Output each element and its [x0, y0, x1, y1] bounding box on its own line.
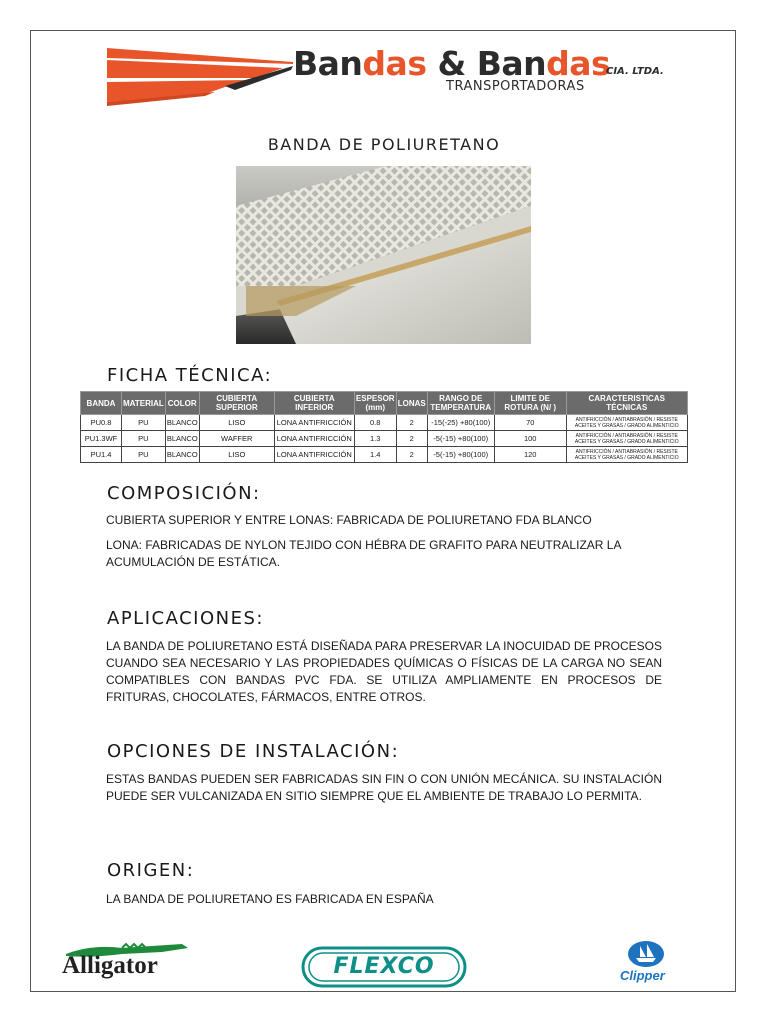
- table-cell: PU0.8: [81, 415, 122, 431]
- table-cell: LONA ANTIFRICCIÓN: [274, 447, 354, 463]
- table-row: [81, 447, 688, 463]
- alligator-logo: [62, 940, 192, 986]
- col-header: CARACTERISTICAS TÉCNICAS: [566, 392, 687, 415]
- table-cell: -5(-15) +80(100): [427, 431, 494, 447]
- flexco-logo: [301, 946, 467, 988]
- table-cell: -5(-15) +80(100): [427, 447, 494, 463]
- table-cell: ANTIFRICCIÓN / ANTIABRASIÓN / RESISTE ACEITES Y GRASAS / GRADO ALIMENTICIO: [566, 415, 687, 431]
- brand-logo-text: Bandas & Bandas: [293, 44, 611, 83]
- table-cell: PU: [122, 415, 166, 431]
- table-cell: ANTIFRICCIÓN / ANTIABRASIÓN / RESISTE ACEITES Y GRASAS / GRADO ALIMENTICIO: [566, 447, 687, 463]
- col-header: CUBIERTA INFERIOR: [274, 392, 354, 415]
- clipper-wordmark: Clipper: [620, 968, 665, 983]
- origen-paragraph: LA BANDA DE POLIURETANO ES FABRICADA EN ESPAÑA: [106, 892, 434, 906]
- table-cell: 2: [396, 415, 427, 431]
- table-cell: 1.3: [354, 431, 396, 447]
- clipper-logo: [620, 940, 690, 988]
- brand-swoosh-logo: [105, 42, 295, 108]
- table-cell: BLANCO: [165, 431, 199, 447]
- table-row: [81, 415, 688, 431]
- table-cell: 120: [494, 447, 566, 463]
- col-header: MATERIAL: [122, 392, 166, 415]
- table-cell: 100: [494, 431, 566, 447]
- instalacion-paragraph: ESTAS BANDAS PUEDEN SER FABRICADAS SIN FIN O CON UNIÓN MECÁNICA. SU INSTALACIÓN PUEDE SER VULCANIZADA EN SITIO SIEMPRE QUE EL AMBIENTE DE TRABAJO LO PERMITA.: [106, 772, 662, 803]
- table-cell: LONA ANTIFRICCIÓN: [274, 415, 354, 431]
- table-cell: ANTIFRICCIÓN / ANTIABRASIÓN / RESISTE ACEITES Y GRASAS / GRADO ALIMENTICIO: [566, 431, 687, 447]
- table-cell: 2: [396, 431, 427, 447]
- aplicaciones-title: APLICACIONES:: [107, 608, 264, 629]
- ficha-title: FICHA TÉCNICA:: [107, 365, 273, 386]
- brand-subtitle: TRANSPORTADORAS: [446, 79, 585, 94]
- col-header: COLOR: [165, 392, 199, 415]
- composicion-paragraph-1: CUBIERTA SUPERIOR Y ENTRE LONAS: FABRICADA DE POLIURETANO FDA BLANCO: [106, 513, 592, 527]
- col-header: BANDA: [81, 392, 122, 415]
- table-cell: WAFFER: [199, 431, 274, 447]
- table-cell: PU: [122, 431, 166, 447]
- composicion-paragraph-2: LONA: FABRICADAS DE NYLON TEJIDO CON HÉBRA DE GRAFITO PARA NEUTRALIZAR LA ACUMULACIÓN DE ESTÁTICA.: [106, 538, 621, 569]
- table-cell: LONA ANTIFRICCIÓN: [274, 431, 354, 447]
- spec-header-row: [81, 392, 688, 415]
- table-cell: 70: [494, 415, 566, 431]
- table-cell: -15(-25) +80(100): [427, 415, 494, 431]
- instalacion-title: OPCIONES DE INSTALACIÓN:: [107, 741, 400, 762]
- table-cell: 1.4: [354, 447, 396, 463]
- aplicaciones-paragraph: LA BANDA DE POLIURETANO ESTÁ DISEÑADA PARA PRESERVAR LA INOCUIDAD DE PROCESOS CUANDO SEA NECESARIO Y LAS PROPIEDADES QUÍMICAS O FÍSICAS DE LA CARGA NO SEAN COMPATIBLES CON BANDAS PVC FDA. SE UTILIZA AMPLIAMENTE EN PROCESOS DE FRITURAS, CHOCOLATES, FÁRMACOS, ENTRE OTROS.: [106, 639, 662, 704]
- origen-title: ORIGEN:: [107, 860, 195, 881]
- col-header: ESPESOR (mm): [354, 392, 396, 415]
- table-cell: PU1.3WF: [81, 431, 122, 447]
- product-title: BANDA DE POLIURETANO: [267, 135, 501, 154]
- col-header: CUBIERTA SUPERIOR: [199, 392, 274, 415]
- alligator-wordmark: Alligator: [62, 952, 158, 979]
- table-cell: BLANCO: [165, 415, 199, 431]
- composicion-title: COMPOSICIÓN:: [107, 483, 261, 504]
- table-cell: BLANCO: [165, 447, 199, 463]
- col-header: RANGO DE TEMPERATURA: [427, 392, 494, 415]
- table-cell: PU1.4: [81, 447, 122, 463]
- table-cell: LISO: [199, 447, 274, 463]
- table-row: [81, 431, 688, 447]
- spec-table: [80, 391, 688, 463]
- flexco-wordmark: FLEXCO: [333, 954, 435, 979]
- table-cell: 0.8: [354, 415, 396, 431]
- col-header: LONAS: [396, 392, 427, 415]
- table-cell: PU: [122, 447, 166, 463]
- brand-suffix: CIA. LTDA.: [606, 66, 664, 77]
- table-cell: LISO: [199, 415, 274, 431]
- product-photo: [236, 166, 531, 344]
- table-cell: 2: [396, 447, 427, 463]
- ship-icon: [626, 940, 666, 968]
- col-header: LIMITE DE ROTURA (N/ ): [494, 392, 566, 415]
